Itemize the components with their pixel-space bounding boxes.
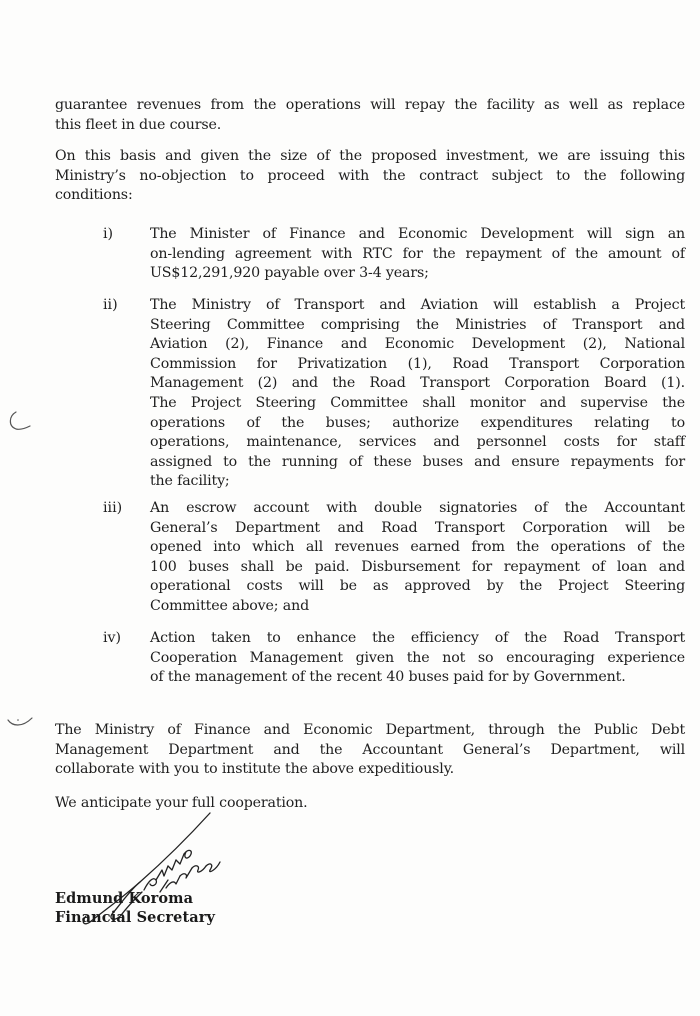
condition-item-4 [150,629,685,688]
condition-label: i) [103,226,114,242]
text-line: 100 buses shall be paid. Disbursement for repayment of loan and [150,558,685,575]
text-line: The Project Steering Committee shall monitor and supervise the [150,394,685,411]
text-line: Action taken to enhance the efficiency of the Road Transport [150,630,685,646]
text-line: operations, maintenance, services and personnel costs for staff [150,434,685,451]
text-line: US$12,291,920 payable over 3-4 years; [150,265,429,282]
punch-hole-mark-icon [4,406,34,436]
condition-label: ii) [103,297,118,313]
opening-fragment [55,96,685,135]
text-line: On this basis and given the size of the proposed investment, we are issuing this [55,148,685,164]
collaboration-paragraph [55,721,685,780]
text-line: Committee above; and [150,597,310,614]
text-line: Aviation (2), Finance and Economic Development (2), National [150,336,685,353]
basis-paragraph [55,147,685,206]
signatory-title: Financial Secretary [55,909,216,926]
condition-item-2 [150,296,685,492]
condition-label: iii) [103,500,123,516]
text-line: this fleet in due course. [55,116,222,133]
text-line: of the management of the recent 40 buses paid for by Government. [150,669,626,686]
text-line: Cooperation Management given the not so encouraging experience [150,649,685,666]
text-line: on-lending agreement with RTC for the repayment of the amount of [150,245,685,262]
text-line: Management Department and the Accountant General’s Department, will [55,741,685,758]
text-line: An escrow account with double signatories of the Accountant [150,500,685,516]
condition-label: iv) [103,630,122,646]
text-line: guarantee revenues from the operations will repay the facility as well as replace [55,97,685,113]
text-line: The Ministry of Transport and Aviation will establish a Project [150,297,685,313]
text-line: operational costs will be as approved by the Project Steering [150,578,685,595]
text-line: The Minister of Finance and Economic Development will sign an [150,226,685,242]
text-line: opened into which all revenues earned from the operations of the [150,539,685,556]
text-line: Management (2) and the Road Transport Corporation Board (1). [150,375,685,392]
text-line: assigned to the running of these buses and ensure repayments for [150,453,685,470]
condition-item-1 [150,225,685,284]
text-line: General’s Department and Road Transport Corporation will be [150,519,685,536]
punch-hole-mark-icon [4,710,34,734]
text-line: collaborate with you to institute the above expeditiously. [55,761,455,778]
text-line: Ministry’s no-objection to proceed with the contract subject to the following [55,167,685,184]
text-line: We anticipate your full cooperation. [55,795,308,811]
signatory-name: Edmund Koroma [55,890,194,907]
text-line: Commission for Privatization (1), Road Transport Corporation [150,355,685,372]
text-line: operations of the buses; authorize expenditures relating to [150,414,685,431]
text-line: conditions: [55,187,133,204]
text-line: Steering Committee comprising the Ministries of Transport and [150,316,685,333]
text-line: the facility; [150,473,230,490]
condition-item-3 [150,499,685,617]
text-line: The Ministry of Finance and Economic Department, through the Public Debt [55,722,685,738]
